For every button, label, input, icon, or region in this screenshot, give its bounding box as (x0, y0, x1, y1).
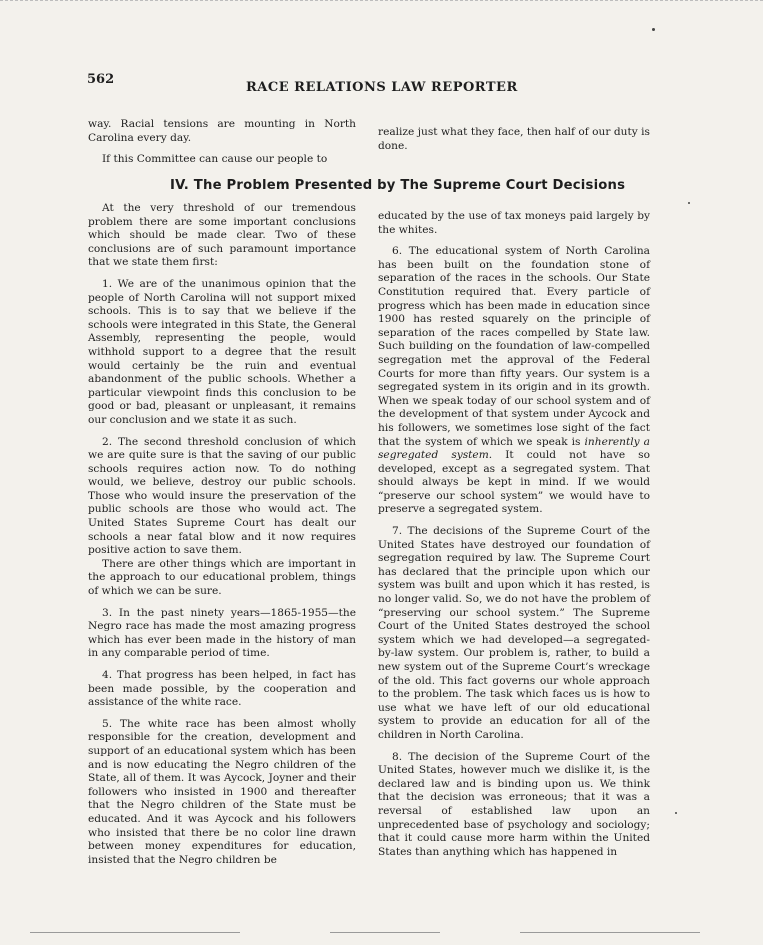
top-left-text (88, 118, 356, 175)
paragraph: 7. The decisions of the Supreme Court of the United States have destroyed our foundation of segregation required by law. The Supreme Court has declared that the principle upon which our system was built and upon which it has rested, is no longer valid. So, we do not have the problem of “preserving our school system.” The Supreme Court of the United States destroyed the school system which we had developed—a segregated-by-law system. Our problem is, rather, to build a new system out of the Supreme Court’s wreckage of the old. This fact governs our whole approach to the problem. The task which faces us is how to use what we have left of our old educational system to provide an education for all of the children in North Carolina. (378, 525, 650, 741)
speck (688, 202, 690, 204)
paragraph: 3. In the past ninety years—1865-1955—the Negro race has made the most amazing progress which has ever been made in the history of man in any comparable period of time. (88, 606, 356, 660)
running-head: RACE RELATIONS LAW REPORTER (246, 80, 518, 95)
paragraph-text: It could not have so developed, except as a segregated system. That should always be kept in mind. If we would “preserve our school system” we would have to preserve a segregated system. (378, 449, 650, 516)
paragraph-text: 6. The educational system of North Carolina has been built on the foundation stone of separation of the races in the schools. Our State Constitution required that. Every particle of progress which has been made in education since 1900 has rested squarely on the principle of separation of the races compelled by State law. Such building on the foundation of law-compelled segregation met the approval of the Federal Courts for more than fifty years. Our system is a segregated system in its origin and in its growth. When we speak today of our school system and of the development of that system under Aycock and his followers, we sometimes lose sight of the fact that the system of which we speak is (378, 245, 650, 448)
paragraph: 2. The second threshold conclusion of which we are quite sure is that the saving of our public schools requires action now. To do nothing would, we believe, destroy our public schools. Those who would insure the preservation of the public schools are those who would act. The United States Supreme Court has dealt our schools a near fatal blow and it now requires positive action to save them. (88, 435, 356, 557)
paragraph: 4. That progress has been helped, in fact has been made possible, by the cooperation and assistance of the white race. (88, 669, 356, 709)
page-number: 562 (87, 72, 115, 87)
paragraph: educated by the use of tax moneys paid largely by the whites. (378, 210, 650, 236)
bottom-rule (330, 932, 440, 933)
paragraph: 8. The decision of the Supreme Court of the United States, however much we dislike it, is the declared law and is binding upon us. We think that the decision was erroneous; that it was a reversal of established law upon an unprecedented base of psychology and sociology; that it could cause more harm within the United States than anything which has happened in (378, 750, 650, 858)
right-column (378, 210, 650, 867)
paragraph: There are other things which are important in the approach to our educational problem, things of which we can be sure. (88, 557, 356, 598)
paragraph (378, 245, 650, 517)
paragraph: realize just what they face, then half of our duty is done. (378, 126, 650, 152)
left-column (88, 202, 356, 875)
paragraph: 5. The white race has been almost wholly responsible for the creation, development and support of an educational system which has been and is now educating the Negro children of the State, all of them. It was Aycock, Joyner and their followers who insisted in 1900 and thereafter that the Negro children of the State must be educated. And it was Aycock and his followers who insisted that there be no color line drawn between money expenditures for education, insisted that the Negro children be (88, 717, 356, 866)
speck (675, 812, 677, 814)
bottom-rule (520, 932, 700, 933)
emphasis: inherently a segregated system. (378, 435, 651, 462)
paragraph: 1. We are of the unanimous opinion that the people of North Carolina will not support mixed schools. This is to say that we believe if the schools were integrated in this State, the General Assembly, representing the people, would withhold support to a degree that the result would certainly be the ruin and eventual abandonment of the public schools. Whether a particular viewpoint finds this conclusion to be good or bad, pleasant or unpleasant, it remains our conclusion and we state it as such. (88, 277, 357, 426)
paragraph: If this Committee can cause our people to (102, 153, 328, 166)
bottom-rule (30, 932, 240, 933)
paragraph: way. Racial tensions are mounting in North Carolina every day. (88, 118, 356, 144)
paragraph: At the very threshold of our tremendous problem there are some important conclusions which should be made clear. Two of these conclusions are of such paramount importance that we state them first: (88, 202, 356, 269)
top-right-text (378, 126, 650, 161)
section-heading: IV. The Problem Presented by The Supreme Court Decisions (170, 178, 626, 193)
speck (652, 28, 655, 31)
top-border (0, 0, 763, 1)
